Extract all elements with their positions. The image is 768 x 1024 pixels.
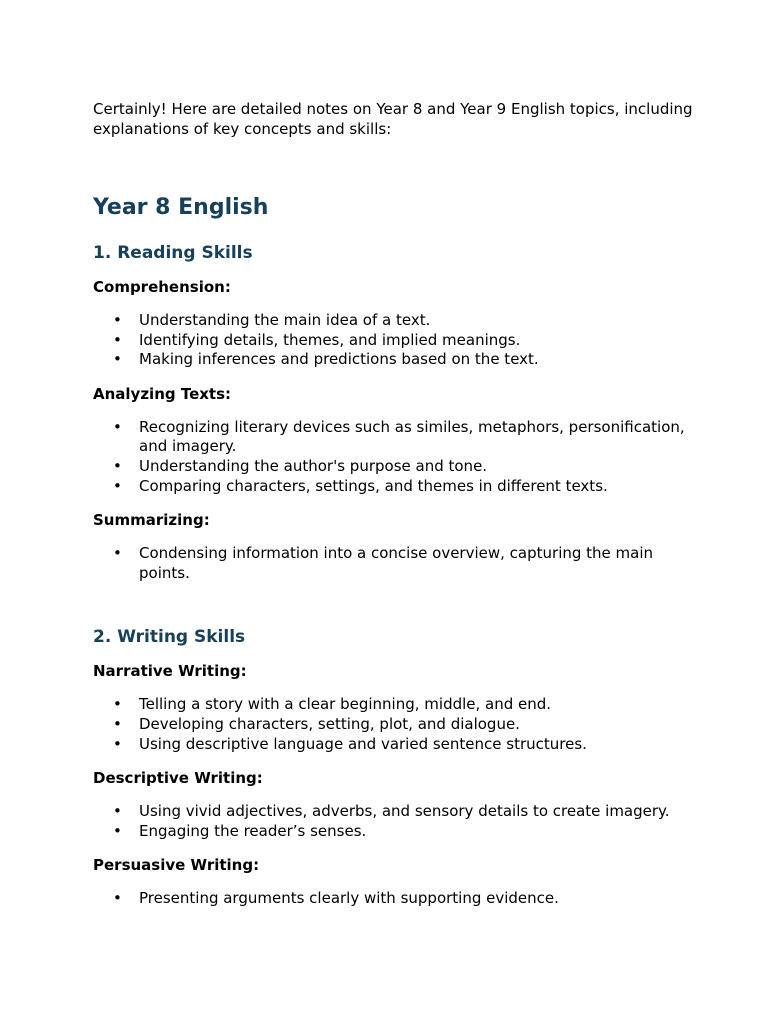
list-item-text: Presenting arguments clearly with supporting evidence. bbox=[139, 889, 559, 908]
bullet-icon: • bbox=[113, 802, 122, 821]
list-item-text: Making inferences and predictions based on the text. bbox=[139, 350, 539, 369]
list-item bbox=[93, 695, 693, 715]
bullet-icon: • bbox=[113, 544, 122, 563]
list-item bbox=[93, 735, 693, 755]
bullet-icon: • bbox=[113, 821, 122, 840]
list-comprehension bbox=[93, 311, 693, 370]
list-item-text: Telling a story with a clear beginning, middle, and end. bbox=[139, 695, 552, 714]
list-item bbox=[93, 802, 693, 822]
bullet-icon: • bbox=[113, 456, 122, 475]
subheading-narrative-writing: Narrative Writing: bbox=[93, 662, 247, 681]
list-item bbox=[93, 311, 693, 331]
subheading-summarizing: Summarizing: bbox=[93, 511, 210, 530]
section-heading-reading-skills: 1. Reading Skills bbox=[93, 243, 253, 263]
list-item bbox=[93, 889, 693, 909]
list-item-text: Comparing characters, settings, and themes in different texts. bbox=[139, 476, 608, 495]
bullet-icon: • bbox=[113, 476, 122, 495]
list-narrative-writing bbox=[93, 695, 693, 754]
list-descriptive-writing bbox=[93, 802, 693, 841]
document-page bbox=[93, 99, 693, 909]
document-title: Year 8 English bbox=[93, 195, 269, 220]
bullet-icon: • bbox=[113, 350, 122, 369]
list-item bbox=[93, 350, 693, 370]
intro-paragraph: Certainly! Here are detailed notes on Year 8 and Year 9 English topics, including explanations of key concepts and skills: bbox=[93, 100, 693, 138]
bullet-icon: • bbox=[113, 734, 122, 753]
list-item-text: Using vivid adjectives, adverbs, and sensory details to create imagery. bbox=[139, 802, 670, 821]
list-item-text: Engaging the reader’s senses. bbox=[139, 821, 367, 840]
subheading-comprehension: Comprehension: bbox=[93, 278, 231, 296]
bullet-icon: • bbox=[113, 714, 122, 733]
list-persuasive-writing bbox=[93, 889, 693, 909]
list-item-text: Using descriptive language and varied sentence structures. bbox=[139, 734, 587, 753]
section-heading-writing-skills: 2. Writing Skills bbox=[93, 627, 246, 648]
list-analyzing-texts bbox=[93, 418, 693, 496]
bullet-icon: • bbox=[113, 330, 122, 349]
list-item-text: Condensing information into a concise overview, capturing the main points. bbox=[139, 544, 654, 582]
list-item-text: Identifying details, themes, and implied meanings. bbox=[139, 330, 521, 349]
list-item bbox=[93, 715, 693, 735]
list-item bbox=[93, 544, 693, 583]
list-item bbox=[93, 477, 693, 497]
bullet-icon: • bbox=[113, 695, 122, 714]
list-item bbox=[93, 822, 693, 842]
list-item-text: Recognizing literary devices such as similes, metaphors, personification, and imagery. bbox=[139, 417, 685, 456]
list-summarizing bbox=[93, 544, 693, 583]
list-item-text: Understanding the main idea of a text. bbox=[139, 311, 431, 329]
list-item bbox=[93, 457, 693, 477]
subheading-descriptive-writing: Descriptive Writing: bbox=[93, 769, 263, 788]
subheading-analyzing-texts: Analyzing Texts: bbox=[93, 384, 232, 403]
subheading-persuasive-writing: Persuasive Writing: bbox=[93, 856, 260, 875]
bullet-icon: • bbox=[113, 311, 122, 329]
list-item bbox=[93, 331, 693, 351]
list-item bbox=[93, 418, 693, 457]
list-item-text: Developing characters, setting, plot, and dialogue. bbox=[139, 714, 520, 733]
bullet-icon: • bbox=[113, 417, 122, 436]
list-item-text: Understanding the author's purpose and tone. bbox=[139, 456, 488, 475]
bullet-icon: • bbox=[113, 889, 122, 908]
